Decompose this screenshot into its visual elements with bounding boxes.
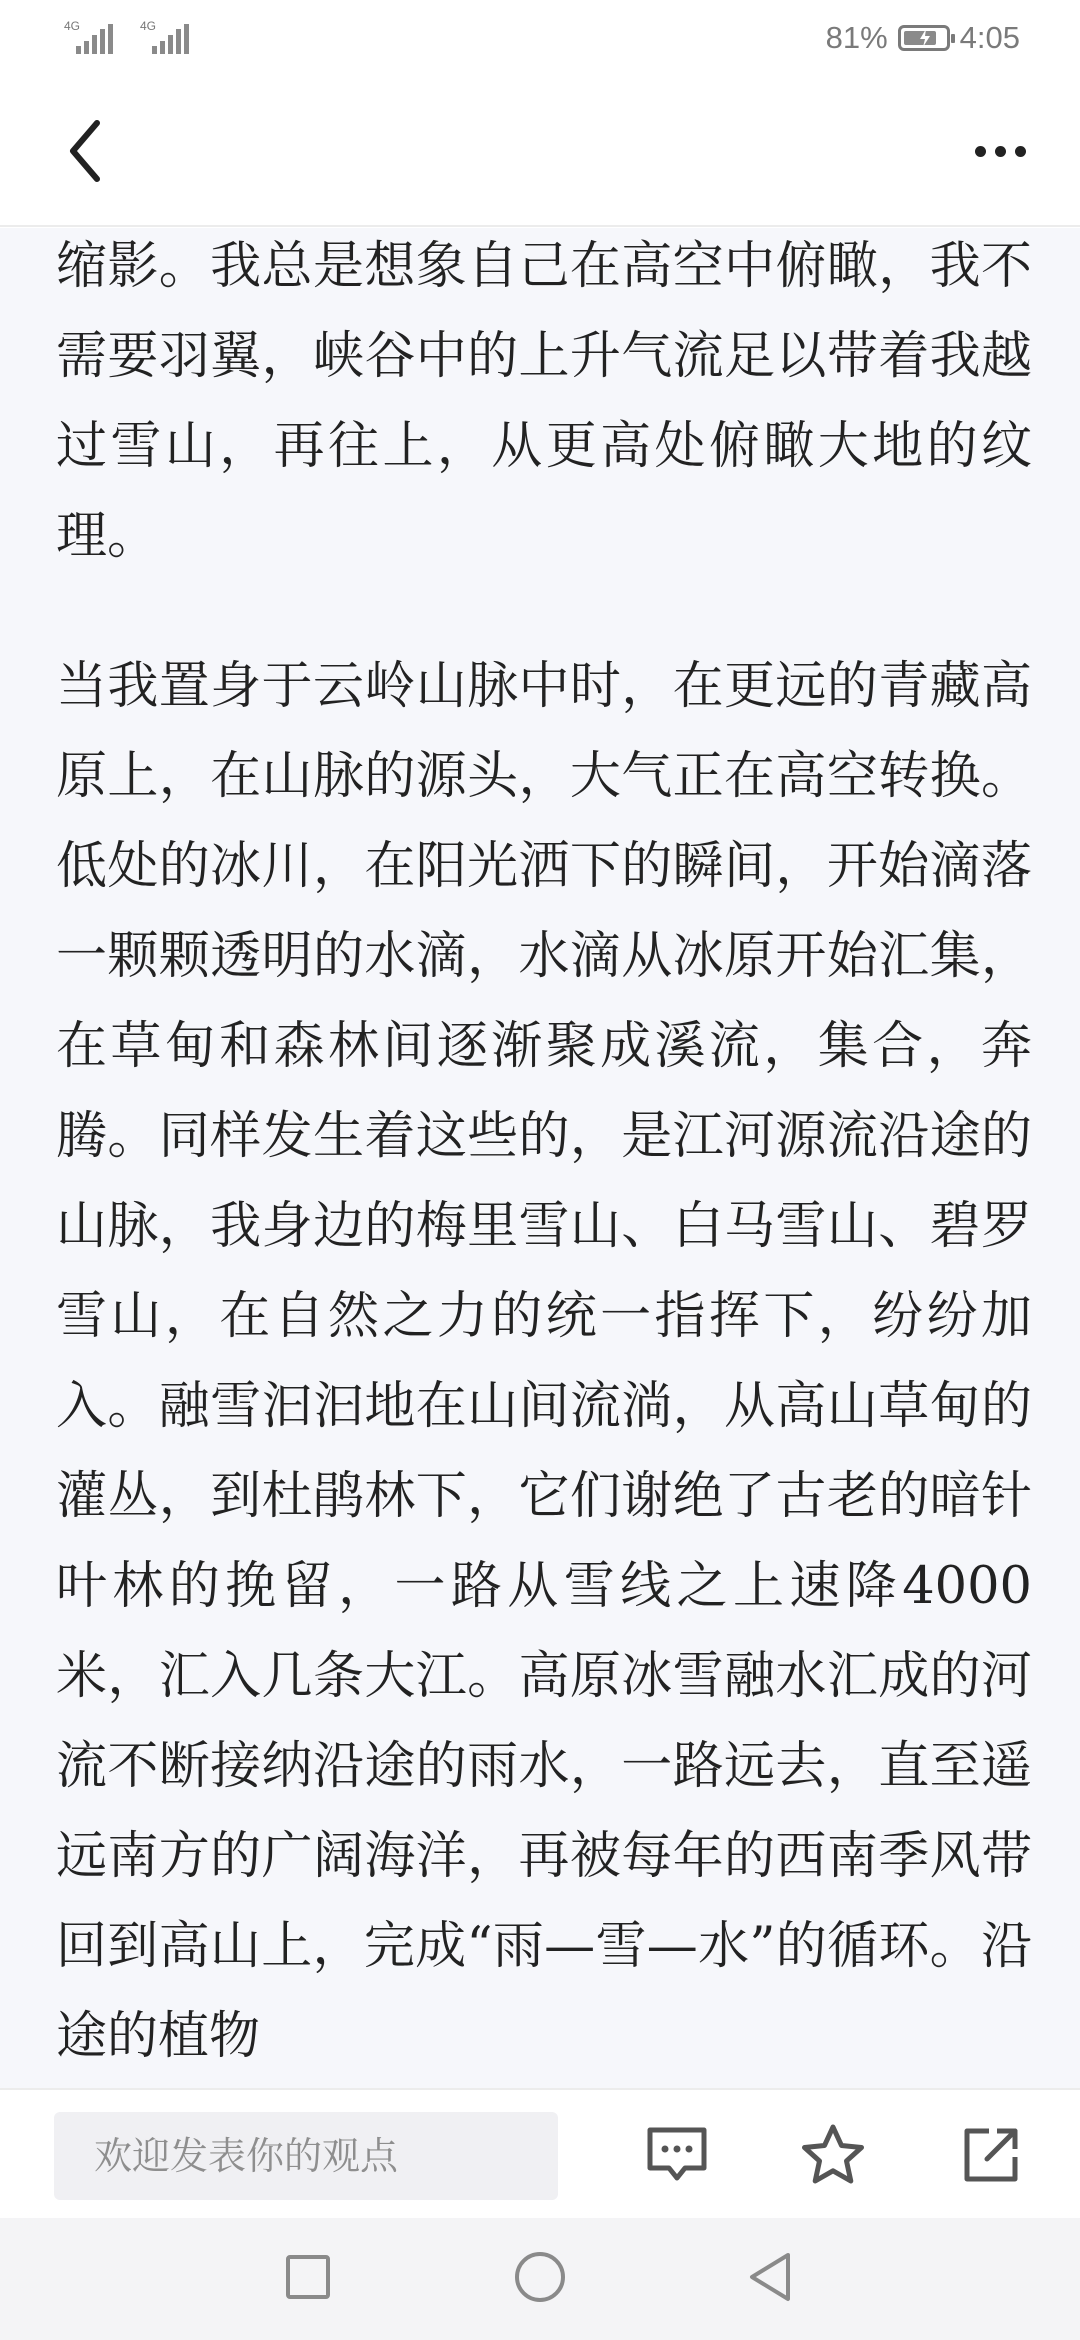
network-type-label: 4G <box>140 19 157 33</box>
article-body <box>56 228 1032 2088</box>
battery-icon <box>898 25 950 51</box>
comments-button[interactable] <box>634 2112 720 2198</box>
star-icon <box>800 2123 866 2187</box>
article-paragraph: 当我置身于云岭山脉中时，在更远的青藏高原上，在山脉的源头，大气正在高空转换。低处的冰川，在阳光洒下的瞬间，开始滴落一颗颗透明的水滴，水滴从冰原开始汇集，在草甸和森林间逐渐聚成溪流，集合，奔腾。同样发生着这些的，是江河源流沿途的山脉，我身边的梅里雪山、白马雪山、碧罗雪山，在自然之力的统一指挥下，纷纷加入。融雪汩汩地在山间流淌，从高山草甸的灌丛，到杜鹃林下，它们谢绝了古老的暗针叶林的挽留，一路从雪线之上速降4000米，汇入几条大江。高原冰雪融水汇成的河流不断接纳沿途的雨水，一路远去，直至遥远南方的广阔海洋，再被每年的西南季风带回到高山上，完成“雨—雪—水”的循环。沿途的植物 <box>56 657 1032 2066</box>
square-icon <box>284 2253 332 2301</box>
triangle-back-icon <box>746 2251 794 2303</box>
favorite-button[interactable] <box>790 2112 876 2198</box>
signal-icon <box>140 20 198 56</box>
system-nav-bar <box>0 2218 1080 2340</box>
signal-indicators <box>64 20 198 56</box>
charging-bolt-icon <box>919 29 931 47</box>
circle-icon <box>513 2250 567 2304</box>
status-bar <box>0 0 1080 75</box>
status-right <box>826 18 1020 58</box>
article-scroll-area[interactable] <box>0 228 1080 2088</box>
network-type-label: 4G <box>64 19 81 33</box>
comment-input[interactable]: 欢迎发表你的观点 <box>54 2112 558 2200</box>
clock: 4:05 <box>959 20 1020 55</box>
chevron-left-icon <box>65 119 105 183</box>
system-back-button[interactable] <box>735 2242 805 2312</box>
share-icon <box>961 2125 1021 2185</box>
share-button[interactable] <box>948 2112 1034 2198</box>
more-options-button[interactable] <box>960 111 1040 191</box>
recents-button[interactable] <box>273 2242 343 2312</box>
more-horizontal-icon <box>975 146 986 157</box>
top-nav-bar <box>0 75 1080 227</box>
back-button[interactable] <box>50 111 120 191</box>
comment-bar <box>0 2088 1080 2218</box>
article-paragraph: 缩影。我总是想象自己在高空中俯瞰，我不需要羽翼，峡谷中的上升气流足以带着我越过雪山，再往上，从更高处俯瞰大地的纹理。 <box>56 237 1032 566</box>
signal-icon <box>64 20 122 56</box>
comment-icon <box>645 2125 709 2185</box>
battery-percent: 81% <box>825 20 888 55</box>
home-button[interactable] <box>505 2242 575 2312</box>
